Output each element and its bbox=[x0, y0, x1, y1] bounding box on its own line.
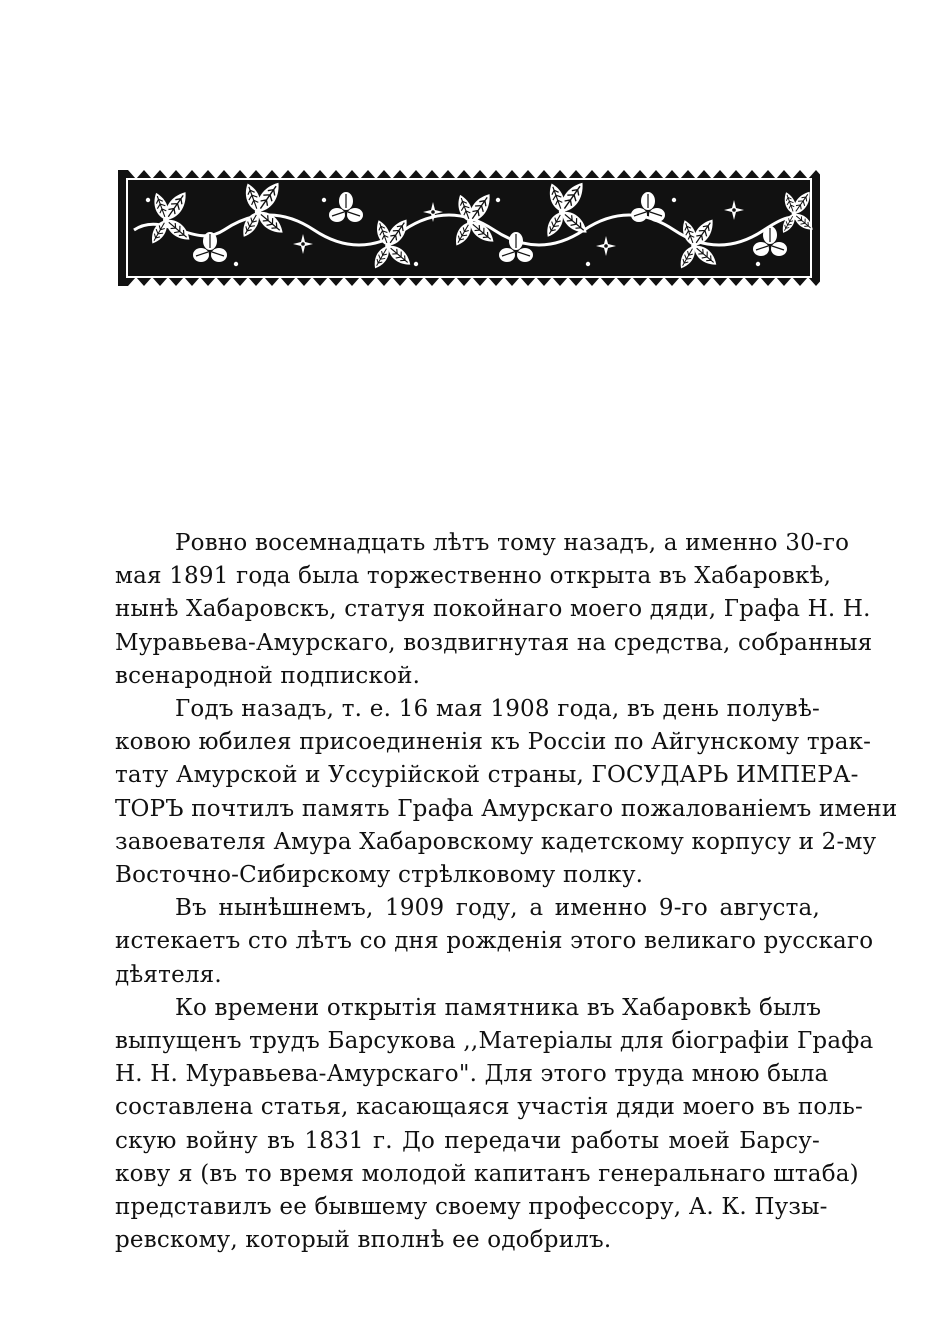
text-line: скую войну въ 1831 г. До передачи работы моей Барсу- bbox=[115, 1127, 820, 1154]
paragraph-4 bbox=[115, 992, 874, 1258]
text-line: истекаетъ сто лѣтъ со дня рожденія этого великаго русскаго bbox=[115, 928, 874, 955]
text-line: Ровно восемнадцать лѣтъ тому назадъ, а именно 30-го bbox=[175, 530, 850, 556]
paragraph-1 bbox=[115, 527, 873, 693]
text-line: тату Амурской и Уссурійской страны, ГОСУДАРЬ ИМПЕРА- bbox=[115, 762, 859, 789]
text-line: нынѣ Хабаровскъ, статуя покойнаго моего дяди, Графа Н. Н. bbox=[115, 596, 871, 623]
text-line: всенародной подпиской. bbox=[115, 662, 421, 689]
text-line: представилъ ее бывшему своему профессору, А. К. Пузы- bbox=[115, 1194, 828, 1221]
text-line: Годъ назадъ, т. е. 16 мая 1908 года, въ день полувѣ- bbox=[175, 696, 820, 723]
text-line: Ко времени открытія памятника въ Хабаровкѣ былъ bbox=[175, 994, 822, 1021]
text-line: составлена статья, касающаяся участія дяди моего въ поль- bbox=[115, 1094, 863, 1121]
text-line: Восточно-Сибирскому стрѣлковому полку. bbox=[115, 862, 644, 889]
paragraph-3 bbox=[115, 892, 874, 992]
text-line: завоевателя Амура Хабаровскому кадетскому корпусу и 2-му bbox=[115, 828, 877, 855]
text-line: ревскому, который вполнѣ ее одобрилъ. bbox=[115, 1227, 612, 1254]
text-line: мая 1891 года была торжественно открыта въ Хабаровкѣ, bbox=[115, 563, 832, 590]
text-line: дѣятеля. bbox=[115, 961, 222, 988]
text-line: ТОРЪ почтилъ память Графа Амурскаго пожалованіемъ имени bbox=[115, 795, 898, 822]
text-line: Н. Н. Муравьева-Амурскаго". Для этого труда мною была bbox=[115, 1061, 829, 1088]
text-line: кову я (въ то время молодой капитанъ генеральнаго штаба) bbox=[115, 1160, 859, 1187]
text-line: ковою юбилея присоединенія къ Россіи по Айгунскому трак- bbox=[115, 729, 872, 756]
paragraph-2 bbox=[115, 693, 898, 892]
text-line: Въ нынѣшнемъ, 1909 году, а именно 9-го августа, bbox=[175, 895, 820, 922]
text-line: выпущенъ трудъ Барсукова ,,Матеріалы для біографіи Графа bbox=[115, 1028, 874, 1055]
text-line: Муравьева-Амурскаго, воздвигнутая на средства, собранныя bbox=[115, 629, 873, 656]
decorative-floral-headpiece bbox=[118, 170, 820, 286]
body-text bbox=[115, 527, 898, 1257]
